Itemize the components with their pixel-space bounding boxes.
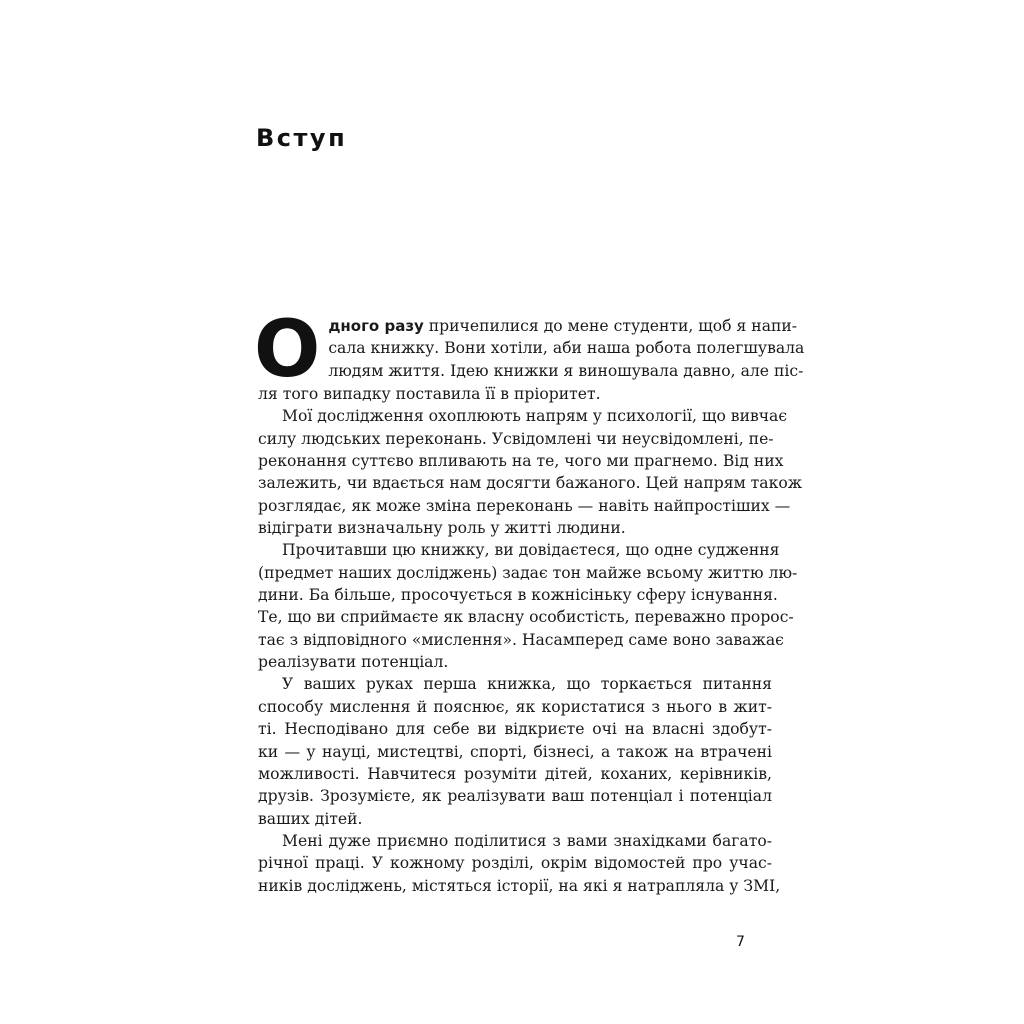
text-line: можливості. Навчитеся розуміти дітей, коханих, керівників, (258, 764, 772, 783)
text-line: відіграти визначальну роль у житті людини. (258, 519, 626, 538)
text-line: ки — у науці, мистецтві, спорті, бізнесі, а також на втрачені (258, 742, 772, 761)
text-line: друзів. Зрозумієте, як реалізувати ваш потенціал і потенціал (258, 787, 772, 806)
text-line: сала книжку. Вони хотіли, аби наша робота полегшувала (328, 339, 805, 358)
text-line: розглядає, як може зміна переконань — навіть найпростіших — (258, 496, 791, 515)
body-text (254, 305, 805, 897)
text-line: реконання суттєво впливають на те, чого ми прагнемо. Від них (258, 452, 784, 471)
text-line: тає з відповідного «мислення». Насамперед саме воно заважає (258, 630, 784, 649)
text-line: ваших дітей. (258, 809, 363, 828)
intro-paragraph (254, 305, 805, 405)
paragraph-2 (258, 539, 798, 673)
paragraph-4 (258, 830, 781, 897)
text-line: Мої дослідження охоплюють напрям у психології, що вивчає (282, 407, 788, 426)
text-line: реалізувати потенціал. (258, 653, 449, 672)
paragraph-1 (258, 405, 803, 539)
chapter-title: Вступ (256, 124, 348, 152)
text-line: ників досліджень, містяться історії, на які я натрапляла у ЗМІ, (258, 876, 781, 895)
text-line: Те, що ви сприймаєте як власну особистість, переважно пророс- (258, 608, 794, 627)
text-line: Мені дуже приємно поділитися з вами знахідками багато- (282, 831, 772, 850)
text-line: (предмет наших досліджень) задає тон майже всьому життю лю- (258, 563, 798, 582)
text-line: силу людських переконань. Усвідомлені чи неусвідомлені, пе- (258, 429, 774, 448)
text-line: залежить, чи вдається нам досягти бажаного. Цей напрям також (258, 474, 803, 493)
page-number: 7 (736, 934, 745, 950)
text-line: У ваших руках перша книжка, що торкається питання (282, 675, 772, 694)
text-line: ті. Несподівано для себе ви відкриєте очі на власні здобут- (258, 720, 772, 739)
text-line: способу мислення й пояснює, як користатися з нього в жит- (258, 697, 772, 716)
text-line: дини. Ба більше, просочується в кожнісіньку сферу існування. (258, 586, 778, 605)
lead-bold-text: дного разу (328, 317, 424, 335)
text-line: людям життя. Ідею книжки я виношувала давно, але піс- (328, 361, 804, 380)
text-line: дного разу причепилися до мене студенти, щоб я напи- (328, 317, 798, 335)
drop-cap: О (254, 305, 321, 395)
paragraph-3 (258, 673, 772, 829)
text-line: ля того випадку поставила її в пріоритет. (258, 385, 601, 403)
text-line: річної праці. У кожному розділі, окрім відомостей про учас- (258, 854, 772, 873)
text-line: Прочитавши цю книжку, ви довідаєтеся, що одне судження (282, 541, 780, 560)
